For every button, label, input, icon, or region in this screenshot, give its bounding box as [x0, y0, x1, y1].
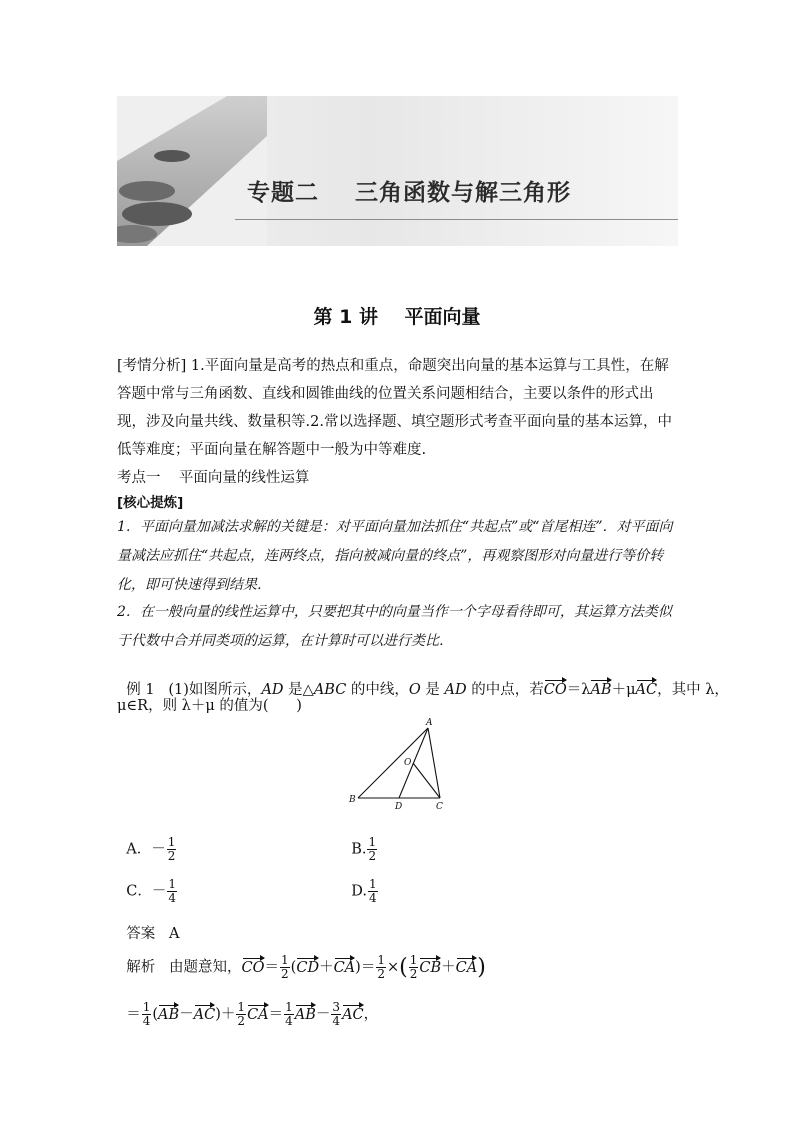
fraction — [236, 1001, 246, 1028]
frac-den: 2 — [167, 849, 176, 863]
frac-num: 1 — [237, 1000, 246, 1014]
side-ac — [428, 728, 440, 798]
frac-den: 4 — [332, 1014, 341, 1028]
option-b[interactable] — [342, 820, 378, 863]
answer-value: A — [169, 926, 180, 942]
fraction — [409, 954, 419, 981]
analysis-tag: [考情分析] — [117, 358, 187, 374]
text-frag: ＋μ — [611, 682, 636, 698]
section-heading: 考点一 平面向量的线性运算 — [117, 470, 310, 486]
text-frag: 是△ — [283, 682, 314, 698]
vector-ac: AC — [635, 682, 658, 698]
option-b-label: B. — [351, 841, 367, 858]
text-frag: ＝λ — [566, 682, 591, 698]
frac-num: 1 — [368, 877, 377, 891]
frac-den: 2 — [409, 967, 418, 981]
example-line-2: μ∈R，则 λ＋μ 的值为( ) — [117, 698, 302, 714]
frac-den: 2 — [281, 967, 289, 981]
fraction — [331, 1001, 341, 1028]
text-frag: 的中线， — [346, 682, 409, 698]
core-point-2: 2．在一般向量的线性运算中，只要把其中的向量当作一个字母看待即可，其运算方法类似于代数中合并同类项的运算，在计算时可以进行类比． — [117, 604, 672, 649]
point-o: O — [408, 682, 421, 698]
vector-cd: CD — [296, 959, 320, 976]
vector-cb: CB — [419, 959, 442, 976]
banner-divider — [235, 219, 678, 220]
side-ab — [358, 728, 428, 798]
frac-den: 4 — [285, 1014, 293, 1028]
fraction — [280, 954, 290, 981]
frac-num: 1 — [142, 1000, 151, 1014]
fraction — [368, 878, 378, 905]
frac-num: 1 — [377, 953, 385, 967]
frac-den: 4 — [142, 1014, 151, 1028]
example-label: 例 1 — [126, 682, 155, 698]
solution-line-1: 解析 由题意知，CO＝ $\frac{1}{2}$ (CD＋CA)＝ $\frac{1}{2}$ ×( $\frac{1}{2}$ CB＋CA) — [126, 953, 486, 981]
frac-num: 1 — [167, 835, 176, 849]
label-o: O — [404, 758, 412, 768]
fraction — [167, 878, 177, 905]
frac-num: 1 — [281, 953, 289, 967]
frac-den: 4 — [168, 891, 176, 905]
vector-ca: CA — [333, 959, 356, 976]
triangle-abc: ABC — [313, 682, 347, 698]
chapter-title: 专题二 三角函数与解三角形 — [247, 180, 572, 206]
vector-ab: AB — [590, 682, 612, 698]
vector-ab: AB — [294, 1006, 316, 1023]
option-c-label: C．－ — [126, 883, 167, 900]
segment-oc — [413, 763, 440, 798]
analysis-text: 1.平面向量是高考的热点和重点，命题突出向量的基本运算与工具性，在解答题中常与三角函数、直线和圆锥曲线的位置关系问题相结合，主要以条件的形式出现，涉及向量共线、数量积等.2.常以选择题、填空题形式考查平面向量的基本运算，中低等难度；平面向量在解答题中一般为中等难度. — [117, 358, 672, 458]
frac-num: 1 — [285, 1000, 293, 1014]
frac-den: 2 — [237, 1014, 246, 1028]
label-c: C — [436, 802, 443, 812]
vector-co: CO — [241, 959, 265, 976]
solution-label: 解析 — [126, 959, 156, 976]
core-point-1: 1．平面向量加减法求解的关键是：对平面向量加法抓住“共起点”或“首尾相连”．对平面向量减法应抓住“共起点，连两终点，指向被减向量的终点”，再观察图形对向量进行等价转化，即可快速得到结果． — [117, 519, 673, 593]
option-d[interactable] — [342, 862, 379, 905]
vector-ac: AC — [342, 1006, 364, 1023]
solution-lead: 由题意知， — [169, 959, 242, 976]
fraction — [367, 836, 377, 863]
frac-num: 1 — [368, 835, 377, 849]
frac-den: 2 — [377, 967, 385, 981]
fraction — [284, 1001, 294, 1028]
frac-num: 1 — [168, 877, 176, 891]
text-frag: ，其中 λ， — [657, 682, 729, 698]
vector-co: CO — [543, 682, 567, 698]
vector-ac: AC — [193, 1006, 216, 1023]
fraction — [167, 836, 177, 863]
text-frag: 是 — [420, 682, 445, 698]
vector-ca: CA — [455, 959, 478, 976]
label-d: D — [395, 802, 403, 812]
frac-num: 1 — [409, 953, 418, 967]
frac-den: 2 — [368, 849, 377, 863]
solution-line-2: ＝ $\frac{1}{4}$ (AB－AC)＋ $\frac{1}{2}$ CA＝ $\frac{1}{4}$ AB－ $\frac{3}{4}$ AC， — [126, 1000, 379, 1028]
seg-ad: AD — [261, 682, 284, 698]
option-c[interactable] — [117, 862, 178, 905]
chapter-banner — [117, 96, 678, 246]
frac-num: 3 — [332, 1000, 341, 1014]
core-tag: [核心提炼] — [117, 495, 184, 511]
analysis-paragraph — [117, 352, 679, 464]
example-part: (1)如图所示， — [168, 682, 262, 698]
times-sign: × — [386, 959, 400, 976]
label-a: A — [426, 718, 433, 728]
lesson-title: 第 1 讲 平面向量 — [313, 306, 481, 328]
fraction — [376, 954, 386, 981]
seg-ad: AD — [444, 682, 467, 698]
frac-den: 4 — [368, 891, 377, 905]
option-a[interactable] — [117, 820, 177, 863]
fraction — [142, 1001, 152, 1028]
vector-ab: AB — [158, 1006, 180, 1023]
vector-ca: CA — [247, 1006, 269, 1023]
triangle-figure — [340, 716, 455, 816]
answer-label: 答案 — [126, 926, 156, 942]
text-frag: 的中点，若 — [466, 682, 544, 698]
label-b: B — [349, 795, 356, 805]
option-d-label: D. — [351, 883, 367, 900]
landscape-photo — [117, 96, 267, 246]
option-a-label: A．－ — [126, 841, 166, 858]
